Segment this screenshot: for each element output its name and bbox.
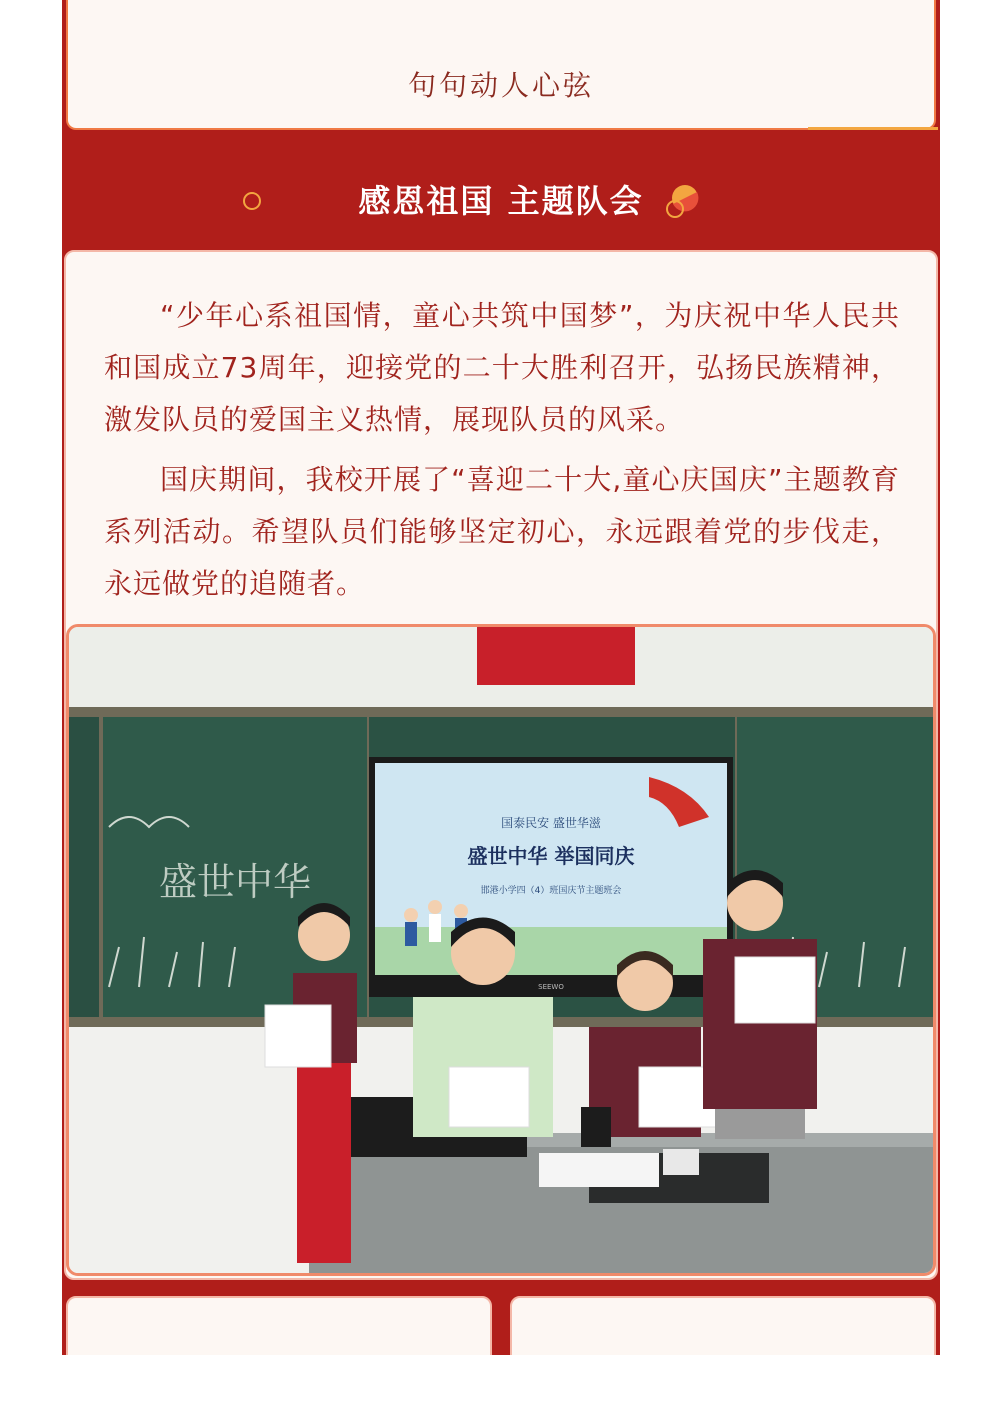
ring-icon bbox=[243, 192, 261, 210]
top-card-accent-line bbox=[808, 127, 938, 130]
section-title-band bbox=[62, 140, 940, 250]
screen-title: 盛世中华 举国同庆 bbox=[467, 844, 635, 868]
half-ball-icon bbox=[663, 182, 701, 220]
event-photo bbox=[66, 624, 936, 1276]
screen-subtitle: 邯港小学四（4）班国庆节主题班会 bbox=[480, 886, 622, 896]
top-card-text: 句句动人心弦 bbox=[407, 69, 594, 102]
board-writing: 盛世中华 bbox=[159, 860, 312, 904]
tv-brand: SEEWO bbox=[538, 983, 564, 991]
top-card bbox=[66, 0, 936, 130]
page-bottom-margin bbox=[0, 1355, 1000, 1415]
paragraph-1: “少年心系祖国情，童心共筑中国梦”，为庆祝中华人民共和国成立73周年，迎接党的二十大胜利召开，弘扬民族精神，激发队员的爱国主义热情，展现队员的风采。 bbox=[104, 299, 900, 436]
photo-scene bbox=[69, 627, 933, 1273]
paragraph-2: 国庆期间，我校开展了“喜迎二十大,童心庆国庆”主题教育系列活动。希望队员们能够坚定初心，永远跟着党的步伐走，永远做党的追随者。 bbox=[104, 463, 900, 600]
section-title: 感恩祖国 主题队会 bbox=[358, 182, 644, 220]
screen-top-line: 国泰民安 盛世华滋 bbox=[501, 816, 601, 830]
article-body bbox=[104, 290, 900, 618]
